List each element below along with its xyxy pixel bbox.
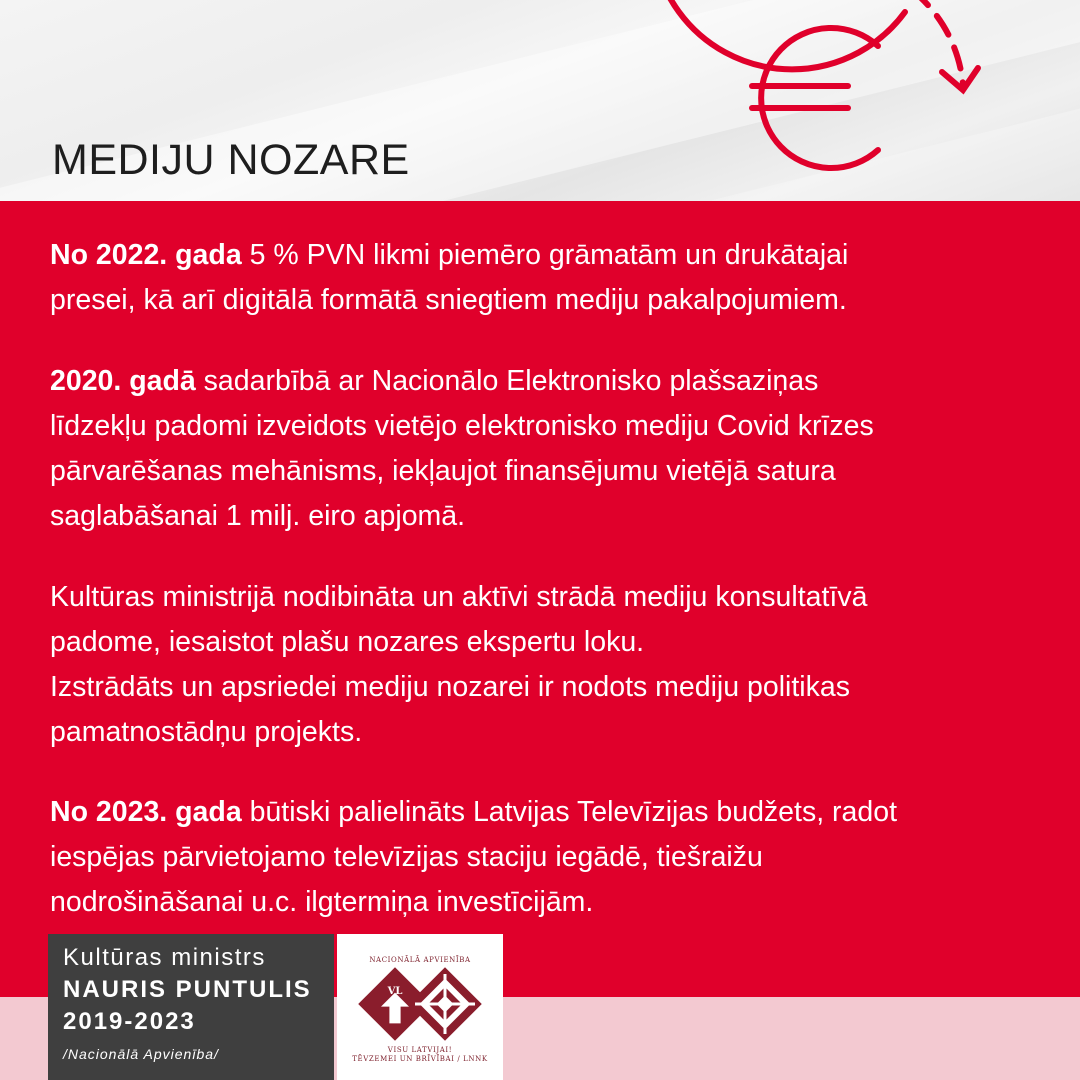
author-card <box>48 934 334 1080</box>
logo-party-name: TĒVZEMEI UN BRĪVĪBAI / LNNK <box>352 1055 488 1063</box>
logo-slogan: VISU LATVIJAI! <box>387 1046 453 1054</box>
logo-top-text: NACIONĀLĀ APVIENĪBA <box>369 956 471 964</box>
text-line: pārvarēšanas mehānisms, iekļaujot finansējumu vietējā satura <box>50 455 836 487</box>
text-line: pamatnostādņu projekts. <box>50 716 363 748</box>
text-line: 2020. gadā sadarbībā ar Nacionālo Elektronisko plašsaziņas <box>50 365 819 397</box>
text-line: iespējas pārvietojamo televīzijas staciju iegādē, tiešraižu <box>50 841 763 873</box>
author-role: Kultūras ministrs <box>63 944 266 971</box>
page-title: MEDIJU NOZARE <box>52 136 410 184</box>
text-line: presei, kā arī digitālā formātā sniegtiem mediju pakalpojumiem. <box>50 284 847 316</box>
euro-circular-arrow-icon <box>0 0 1080 201</box>
text-line: Izstrādāts un apsriedei mediju nozarei ir nodots mediju politikas <box>50 671 850 703</box>
text-line: līdzekļu padomi izveidots vietējo elektronisko mediju Covid krīzes <box>50 410 874 442</box>
paragraph-advisory-council <box>50 575 1050 755</box>
text-line: saglabāšanai 1 milj. eiro apjomā. <box>50 500 466 532</box>
party-logo-card <box>337 934 503 1080</box>
paragraph-vat <box>50 233 1050 323</box>
text-line: nodrošināšanai u.c. ilgtermiņa investīcijām. <box>50 886 594 918</box>
content-panel <box>0 201 1080 997</box>
text-line: No 2022. gada 5 % PVN likmi piemēro grāmatām un drukātajai <box>50 239 849 271</box>
header-banner <box>0 0 1080 201</box>
paragraph-ltv-budget <box>50 790 1050 925</box>
text-line: padome, iesaistot plašu nozares ekspertu loku. <box>50 626 645 658</box>
author-party: /Nacionālā Apvienība/ <box>63 1046 219 1062</box>
author-years: 2019-2023 <box>63 1008 196 1035</box>
text-line: No 2023. gada būtiski palielināts Latvijas Televīzijas budžets, radot <box>50 796 897 828</box>
paragraph-covid-mechanism <box>50 359 1050 539</box>
author-name: NAURIS PUNTULIS <box>63 976 312 1003</box>
logo-monogram: VL <box>387 986 403 997</box>
text-line: Kultūras ministrijā nodibināta un aktīvi strādā mediju konsultatīvā <box>50 581 868 613</box>
